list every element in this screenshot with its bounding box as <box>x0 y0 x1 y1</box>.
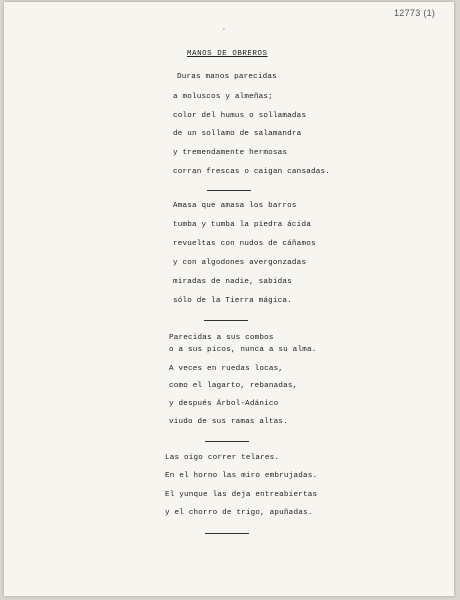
stanza-separator <box>207 190 251 191</box>
stanza-line: y con algodones avergonzadas <box>173 259 307 267</box>
stanza-line: sólo de la Tierra mágica. <box>173 297 292 305</box>
stanza-line: corran frescas o caigan cansadas. <box>173 168 330 176</box>
stanza-line: Las oigo correr telares. <box>165 454 280 462</box>
stanza-line: o a sus picos, nunca a su alma. <box>169 346 317 354</box>
archive-reference: 12773 (1) <box>394 8 436 18</box>
stanza-line: color del humus o sollamadas <box>173 112 307 120</box>
stanza-line: A veces en ruedas locas, <box>169 365 284 373</box>
stanza-line: tumba y tumba la piedra ácida <box>173 221 311 229</box>
stanza-line: y tremendamente hermosas <box>173 149 288 157</box>
stanza-separator <box>205 441 249 442</box>
stanza-separator <box>205 533 249 534</box>
stanza-line: a moluscos y almeñas; <box>173 93 273 101</box>
stanza-separator <box>204 320 248 321</box>
stanza-line: como el lagarto, rebanadas, <box>169 382 298 390</box>
stanza-line: viudo de sus ramas altas. <box>169 418 288 426</box>
stanza-line: Parecidas a sus combos <box>169 334 274 342</box>
stanza-line: Duras manos parecidas <box>177 73 277 81</box>
stanza-line: de un sollamo de salamandra <box>173 130 302 138</box>
stanza-line: Amasa que amasa los barros <box>173 202 297 210</box>
stanza-line: El yunque las deja entreabiertas <box>165 491 318 499</box>
stanza-line: En el horno las miro embrujadas. <box>165 472 318 480</box>
stanza-line: y después Árbol-Adánico <box>169 400 279 408</box>
document-page <box>4 2 454 596</box>
poem-title: MANOS DE OBREROS <box>187 50 268 58</box>
stanza-line: y el chorro de trigo, apuñadas. <box>165 509 313 517</box>
stanza-line: revueltas con nudos de cáñamos <box>173 240 316 248</box>
stanza-line: miradas de nadie, sabidas <box>173 278 292 286</box>
paper-mark: ∘ <box>222 27 226 33</box>
